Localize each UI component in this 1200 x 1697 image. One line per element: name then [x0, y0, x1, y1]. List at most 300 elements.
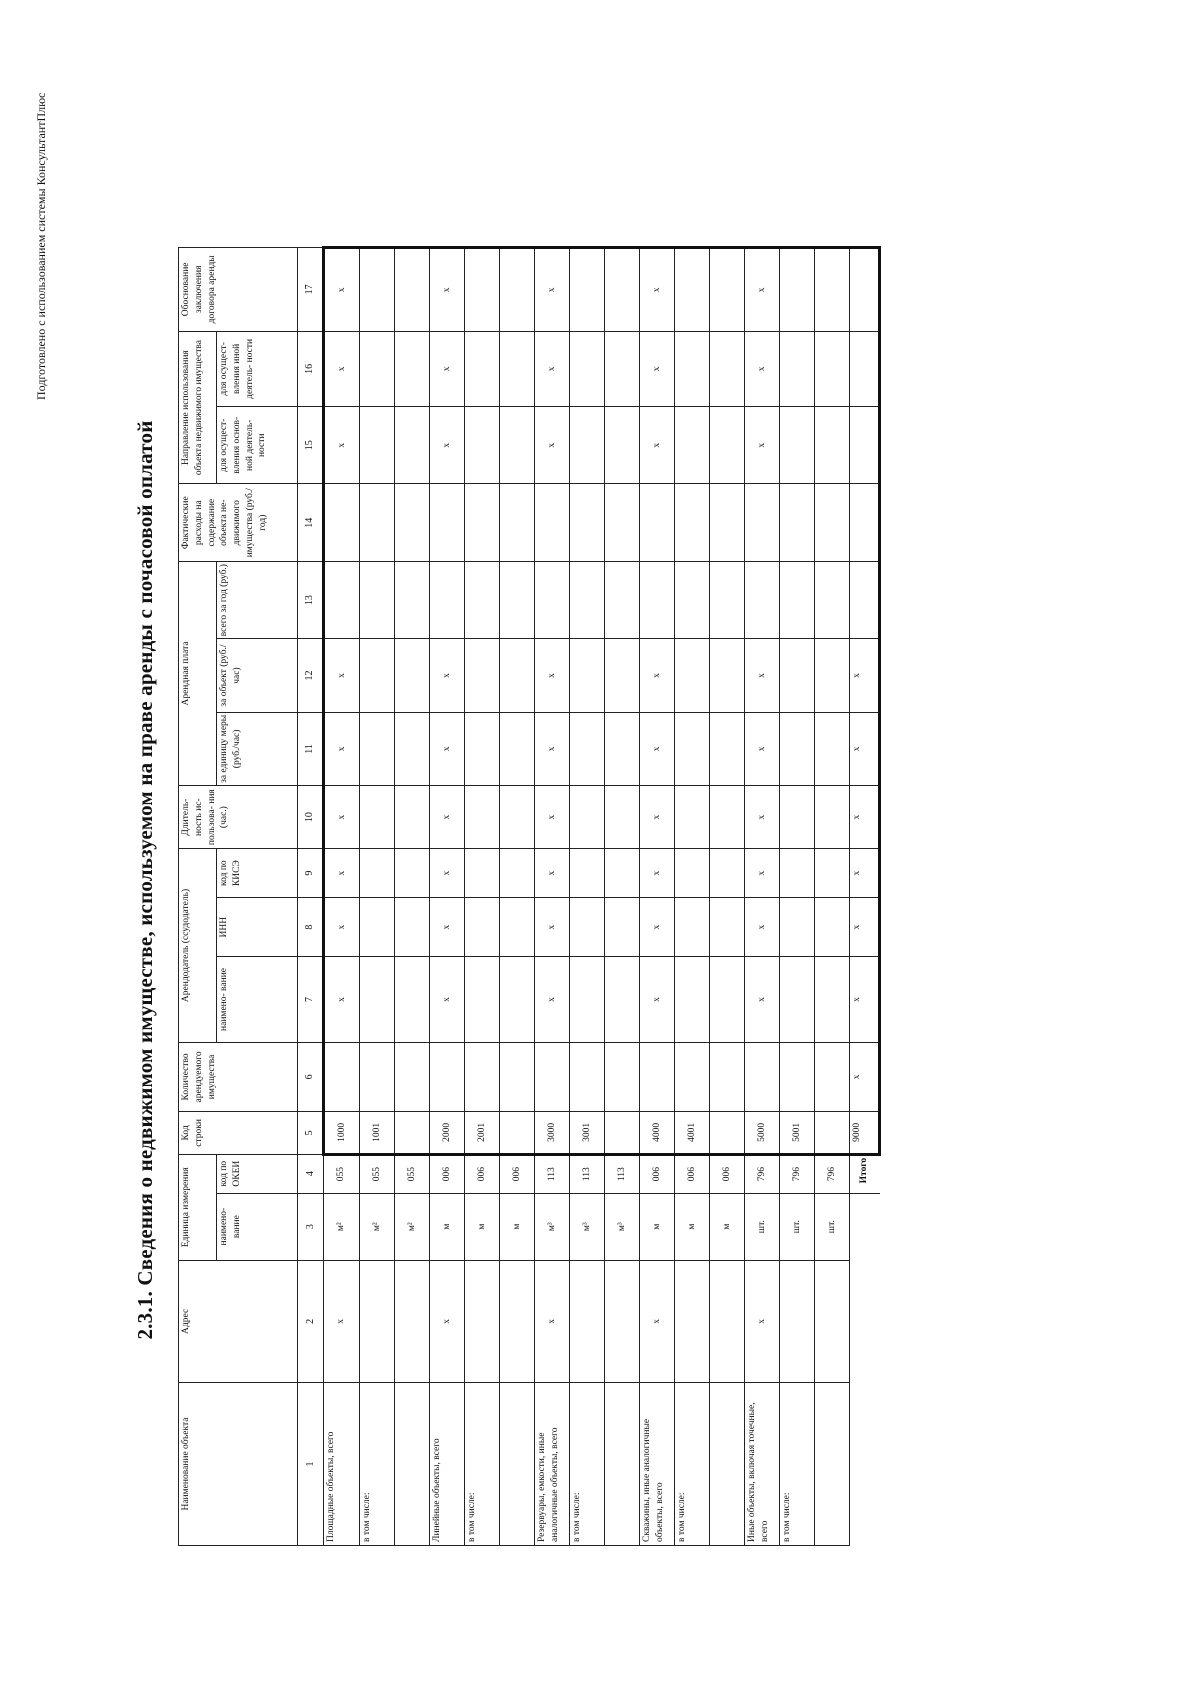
hdr-lessor: Арендодатель (ссудодатель)	[179, 849, 217, 1043]
row-name: Скважины, иные аналогичные объекты, всего	[640, 1383, 675, 1546]
row-qty	[465, 1042, 500, 1111]
total-kise: x	[850, 849, 880, 898]
row-name: в том числе:	[360, 1383, 395, 1546]
total-costs	[850, 484, 880, 561]
row-rent-year	[395, 561, 430, 638]
row-justification	[465, 248, 500, 332]
row-dir-other: x	[745, 331, 780, 406]
row-inn	[500, 898, 535, 957]
row-costs	[605, 484, 640, 561]
row-costs	[395, 484, 430, 561]
hdr-lessor-name: наимено- вание	[217, 957, 298, 1043]
row-unit-name: м	[465, 1193, 500, 1260]
row-dir-main	[570, 407, 605, 484]
row-dir-other	[360, 331, 395, 406]
row-inn: x	[535, 898, 570, 957]
row-justification	[395, 248, 430, 332]
row-dir-main	[675, 407, 710, 484]
row-name: Линейные объекты, всего	[430, 1383, 465, 1546]
row-code	[395, 1112, 430, 1155]
row-name: в том числе:	[675, 1383, 710, 1546]
row-dir-main: x	[535, 407, 570, 484]
total-dir-other	[850, 331, 880, 406]
row-rent-unit: x	[324, 712, 360, 785]
row-inn	[395, 898, 430, 957]
row-lessor-name	[570, 957, 605, 1043]
row-rent-unit	[815, 712, 850, 785]
row-costs	[780, 484, 815, 561]
table-row	[360, 248, 395, 1546]
row-name	[815, 1383, 850, 1546]
row-dir-main	[815, 407, 850, 484]
rotated-page	[120, 170, 870, 1590]
row-address: x	[535, 1260, 570, 1382]
row-rent-year	[570, 561, 605, 638]
table-row	[535, 248, 570, 1546]
row-lessor-name	[710, 957, 745, 1043]
column-numbers-row	[298, 248, 324, 1546]
row-rent-unit	[465, 712, 500, 785]
row-address	[710, 1260, 745, 1382]
row-name	[605, 1383, 640, 1546]
row-dir-other: x	[324, 331, 360, 406]
total-dir-main	[850, 407, 880, 484]
row-justification	[570, 248, 605, 332]
row-lessor-name: x	[535, 957, 570, 1043]
row-inn	[570, 898, 605, 957]
row-okei-code: 113	[605, 1154, 640, 1193]
colnum-cell: 11	[298, 712, 324, 785]
row-rent-year	[360, 561, 395, 638]
hdr-direction: Направление использования объекта недвижимого имущества	[179, 331, 217, 484]
row-address	[465, 1260, 500, 1382]
hdr-inn: ИНН	[217, 898, 298, 957]
row-rent-year	[815, 561, 850, 638]
row-justification: x	[535, 248, 570, 332]
row-duration	[675, 786, 710, 849]
row-inn	[815, 898, 850, 957]
colnum-cell: 3	[298, 1193, 324, 1260]
row-name: Иные объекты, включая точечные, всего	[745, 1383, 780, 1546]
row-justification	[780, 248, 815, 332]
row-rent-unit	[500, 712, 535, 785]
row-duration: x	[324, 786, 360, 849]
row-okei-code: 055	[324, 1154, 360, 1193]
row-kise	[675, 849, 710, 898]
row-unit-name: шт.	[815, 1193, 850, 1260]
row-kise: x	[535, 849, 570, 898]
row-lessor-name	[675, 957, 710, 1043]
row-justification	[815, 248, 850, 332]
total-label: Итого	[850, 1154, 880, 1193]
row-okei-code: 006	[430, 1154, 465, 1193]
row-inn	[465, 898, 500, 957]
row-address	[605, 1260, 640, 1382]
row-kise	[465, 849, 500, 898]
row-kise: x	[745, 849, 780, 898]
row-qty	[780, 1042, 815, 1111]
row-costs	[535, 484, 570, 561]
row-duration: x	[430, 786, 465, 849]
row-code	[500, 1112, 535, 1155]
table-row	[605, 248, 640, 1546]
row-qty	[605, 1042, 640, 1111]
row-name	[395, 1383, 430, 1546]
row-unit-name: м²	[360, 1193, 395, 1260]
row-rent-unit	[675, 712, 710, 785]
row-qty	[815, 1042, 850, 1111]
row-code: 3001	[570, 1112, 605, 1155]
hdr-unit: Единица измерения	[179, 1154, 217, 1260]
row-rent-object	[360, 639, 395, 712]
row-qty	[745, 1042, 780, 1111]
hdr-address: Адрес	[179, 1260, 298, 1382]
row-qty	[640, 1042, 675, 1111]
hdr-justification: Обоснование заключения договора аренды	[179, 248, 298, 332]
table-row	[745, 248, 780, 1546]
row-code: 4000	[640, 1112, 675, 1155]
total-rent-unit: x	[850, 712, 880, 785]
row-inn: x	[745, 898, 780, 957]
row-rent-unit: x	[745, 712, 780, 785]
row-justification	[605, 248, 640, 332]
row-kise	[780, 849, 815, 898]
row-dir-other	[465, 331, 500, 406]
hdr-kise: код по КИСЭ	[217, 849, 298, 898]
side-note	[30, 40, 52, 400]
row-dir-other	[675, 331, 710, 406]
row-costs	[324, 484, 360, 561]
row-rent-year	[780, 561, 815, 638]
row-rent-object	[570, 639, 605, 712]
row-rent-object	[465, 639, 500, 712]
hdr-rent-unit: за единицу меры (руб./час)	[217, 712, 298, 785]
page-title: 2.3.1. Сведения о недвижимом имуществе, используемом на праве аренды с почасовой оплатой	[133, 420, 157, 1340]
row-okei-code: 113	[535, 1154, 570, 1193]
row-duration	[360, 786, 395, 849]
row-okei-code: 006	[465, 1154, 500, 1193]
row-code	[815, 1112, 850, 1155]
row-rent-object: x	[535, 639, 570, 712]
row-rent-object	[780, 639, 815, 712]
row-inn: x	[640, 898, 675, 957]
row-unit-name: шт.	[780, 1193, 815, 1260]
colnum-cell: 15	[298, 407, 324, 484]
row-qty	[324, 1042, 360, 1111]
row-justification: x	[430, 248, 465, 332]
table-row	[465, 248, 500, 1546]
row-rent-unit	[570, 712, 605, 785]
row-rent-year	[535, 561, 570, 638]
row-address: x	[324, 1260, 360, 1382]
row-justification: x	[640, 248, 675, 332]
row-lessor-name: x	[430, 957, 465, 1043]
row-dir-other	[815, 331, 850, 406]
row-lessor-name	[780, 957, 815, 1043]
row-name	[710, 1383, 745, 1546]
row-costs	[640, 484, 675, 561]
table-row	[395, 248, 430, 1546]
table-row	[430, 248, 465, 1546]
row-costs	[465, 484, 500, 561]
hdr-dir-other: для осущест- вления иной деятель- ности	[217, 331, 298, 406]
row-kise	[710, 849, 745, 898]
total-rent-year	[850, 561, 880, 638]
row-kise: x	[640, 849, 675, 898]
row-unit-name: м	[675, 1193, 710, 1260]
row-lessor-name: x	[324, 957, 360, 1043]
row-dir-main	[465, 407, 500, 484]
row-inn	[360, 898, 395, 957]
colnum-cell: 9	[298, 849, 324, 898]
row-inn	[675, 898, 710, 957]
row-code: 1000	[324, 1112, 360, 1155]
row-inn: x	[324, 898, 360, 957]
total-qty: x	[850, 1042, 880, 1111]
row-okei-code: 006	[500, 1154, 535, 1193]
row-unit-name: м	[640, 1193, 675, 1260]
row-justification	[500, 248, 535, 332]
row-qty	[710, 1042, 745, 1111]
colnum-cell: 10	[298, 786, 324, 849]
row-address	[675, 1260, 710, 1382]
row-name: Резервуары, емкости, иные аналогичные объекты, всего	[535, 1383, 570, 1546]
row-kise	[360, 849, 395, 898]
row-duration: x	[535, 786, 570, 849]
row-dir-other	[570, 331, 605, 406]
row-okei-code: 796	[780, 1154, 815, 1193]
row-qty	[395, 1042, 430, 1111]
colnum-cell: 12	[298, 639, 324, 712]
row-code: 2000	[430, 1112, 465, 1155]
property-table	[178, 246, 881, 1546]
row-dir-main: x	[430, 407, 465, 484]
table-row	[780, 248, 815, 1546]
colnum-cell: 6	[298, 1042, 324, 1111]
row-name: в том числе:	[465, 1383, 500, 1546]
row-address	[395, 1260, 430, 1382]
row-justification: x	[745, 248, 780, 332]
row-dir-other: x	[640, 331, 675, 406]
row-dir-main: x	[640, 407, 675, 484]
row-lessor-name	[605, 957, 640, 1043]
colnum-cell: 2	[298, 1260, 324, 1382]
row-rent-year	[675, 561, 710, 638]
row-code: 5000	[745, 1112, 780, 1155]
row-rent-year	[430, 561, 465, 638]
row-address: x	[430, 1260, 465, 1382]
row-unit-name: м²	[395, 1193, 430, 1260]
table-row	[710, 248, 745, 1546]
row-code: 5001	[780, 1112, 815, 1155]
colnum-cell: 17	[298, 248, 324, 332]
row-address	[780, 1260, 815, 1382]
row-okei-code: 055	[360, 1154, 395, 1193]
row-costs	[815, 484, 850, 561]
row-rent-year	[745, 561, 780, 638]
hdr-qty: Количество арендуемого имущества	[179, 1042, 298, 1111]
row-duration	[500, 786, 535, 849]
row-rent-object	[710, 639, 745, 712]
row-lessor-name	[815, 957, 850, 1043]
row-costs	[745, 484, 780, 561]
row-inn	[605, 898, 640, 957]
table-row	[570, 248, 605, 1546]
row-rent-object: x	[324, 639, 360, 712]
row-kise: x	[324, 849, 360, 898]
total-lessor-name: x	[850, 957, 880, 1043]
row-rent-year	[640, 561, 675, 638]
row-code	[710, 1112, 745, 1155]
row-justification	[360, 248, 395, 332]
row-qty	[500, 1042, 535, 1111]
row-kise	[500, 849, 535, 898]
hdr-duration: Длитель- ность ис- пользова- ния (час.)	[179, 786, 298, 849]
row-costs	[710, 484, 745, 561]
row-kise	[605, 849, 640, 898]
row-dir-other	[605, 331, 640, 406]
hdr-row-code: Код строки	[179, 1112, 298, 1155]
total-blank	[850, 1193, 880, 1545]
row-okei-code: 796	[815, 1154, 850, 1193]
row-rent-object: x	[640, 639, 675, 712]
row-unit-name: м	[430, 1193, 465, 1260]
row-dir-main	[360, 407, 395, 484]
row-costs	[675, 484, 710, 561]
row-unit-name: м²	[324, 1193, 360, 1260]
row-rent-object	[815, 639, 850, 712]
row-lessor-name: x	[640, 957, 675, 1043]
colnum-cell: 16	[298, 331, 324, 406]
row-rent-object	[500, 639, 535, 712]
row-dir-other	[395, 331, 430, 406]
row-unit-name: м	[710, 1193, 745, 1260]
row-rent-year	[465, 561, 500, 638]
row-rent-object	[675, 639, 710, 712]
row-costs	[500, 484, 535, 561]
colnum-cell: 8	[298, 898, 324, 957]
row-inn	[780, 898, 815, 957]
table-row	[640, 248, 675, 1546]
colnum-cell: 13	[298, 561, 324, 638]
row-address	[360, 1260, 395, 1382]
total-row	[850, 248, 880, 1546]
row-rent-unit	[360, 712, 395, 785]
row-code: 1001	[360, 1112, 395, 1155]
row-lessor-name	[500, 957, 535, 1043]
total-inn: x	[850, 898, 880, 957]
side-note-text: Подготовлено с использованием системы КонсультантПлюс	[34, 92, 48, 400]
row-duration	[570, 786, 605, 849]
table-body	[324, 248, 850, 1546]
total-rent-object: x	[850, 639, 880, 712]
colnum-cell: 5	[298, 1112, 324, 1155]
row-lessor-name	[395, 957, 430, 1043]
row-justification: x	[324, 248, 360, 332]
hdr-costs: Фактические расходы на содержание объекта не- движимого имущества (руб./год)	[179, 484, 298, 561]
colnum-cell: 7	[298, 957, 324, 1043]
row-name	[500, 1383, 535, 1546]
row-okei-code: 006	[675, 1154, 710, 1193]
row-duration	[465, 786, 500, 849]
row-kise	[815, 849, 850, 898]
table-row	[815, 248, 850, 1546]
row-dir-other: x	[535, 331, 570, 406]
row-code	[605, 1112, 640, 1155]
colnum-cell: 4	[298, 1154, 324, 1193]
hdr-unit-name: наимено- вание	[217, 1193, 298, 1260]
table-row	[675, 248, 710, 1546]
row-dir-other	[500, 331, 535, 406]
row-unit-name: м³	[535, 1193, 570, 1260]
colnum-cell: 14	[298, 484, 324, 561]
row-dir-main: x	[324, 407, 360, 484]
row-dir-main	[395, 407, 430, 484]
row-duration	[605, 786, 640, 849]
row-costs	[430, 484, 465, 561]
row-rent-unit	[605, 712, 640, 785]
row-name: в том числе:	[570, 1383, 605, 1546]
row-code: 3000	[535, 1112, 570, 1155]
row-okei-code: 006	[640, 1154, 675, 1193]
row-lessor-name	[465, 957, 500, 1043]
row-qty	[570, 1042, 605, 1111]
row-rent-object	[395, 639, 430, 712]
row-address	[815, 1260, 850, 1382]
row-duration	[815, 786, 850, 849]
row-address: x	[745, 1260, 780, 1382]
row-okei-code: 796	[745, 1154, 780, 1193]
row-okei-code: 006	[710, 1154, 745, 1193]
row-name: Площадные объекты, всего	[324, 1383, 360, 1546]
row-rent-unit: x	[535, 712, 570, 785]
row-address: x	[640, 1260, 675, 1382]
total-code: 9000	[850, 1112, 880, 1155]
header-row-1	[179, 248, 217, 1546]
row-unit-name: м³	[570, 1193, 605, 1260]
row-inn	[710, 898, 745, 957]
row-qty	[430, 1042, 465, 1111]
row-okei-code: 113	[570, 1154, 605, 1193]
row-rent-object: x	[745, 639, 780, 712]
row-rent-unit	[710, 712, 745, 785]
row-kise	[570, 849, 605, 898]
colnum-cell: 1	[298, 1383, 324, 1546]
row-code: 4001	[675, 1112, 710, 1155]
row-kise	[395, 849, 430, 898]
row-justification	[675, 248, 710, 332]
table-row	[500, 248, 535, 1546]
row-dir-other: x	[430, 331, 465, 406]
row-dir-main	[500, 407, 535, 484]
row-costs	[570, 484, 605, 561]
row-rent-year	[500, 561, 535, 638]
row-rent-unit: x	[430, 712, 465, 785]
row-rent-unit	[780, 712, 815, 785]
row-dir-other	[780, 331, 815, 406]
row-lessor-name	[360, 957, 395, 1043]
total-duration: x	[850, 786, 880, 849]
row-rent-unit: x	[640, 712, 675, 785]
hdr-unit-code: код по ОКЕИ	[217, 1154, 298, 1193]
row-unit-name: м	[500, 1193, 535, 1260]
row-dir-main	[780, 407, 815, 484]
row-rent-object: x	[430, 639, 465, 712]
row-justification	[710, 248, 745, 332]
row-duration	[710, 786, 745, 849]
row-address	[570, 1260, 605, 1382]
row-address	[500, 1260, 535, 1382]
